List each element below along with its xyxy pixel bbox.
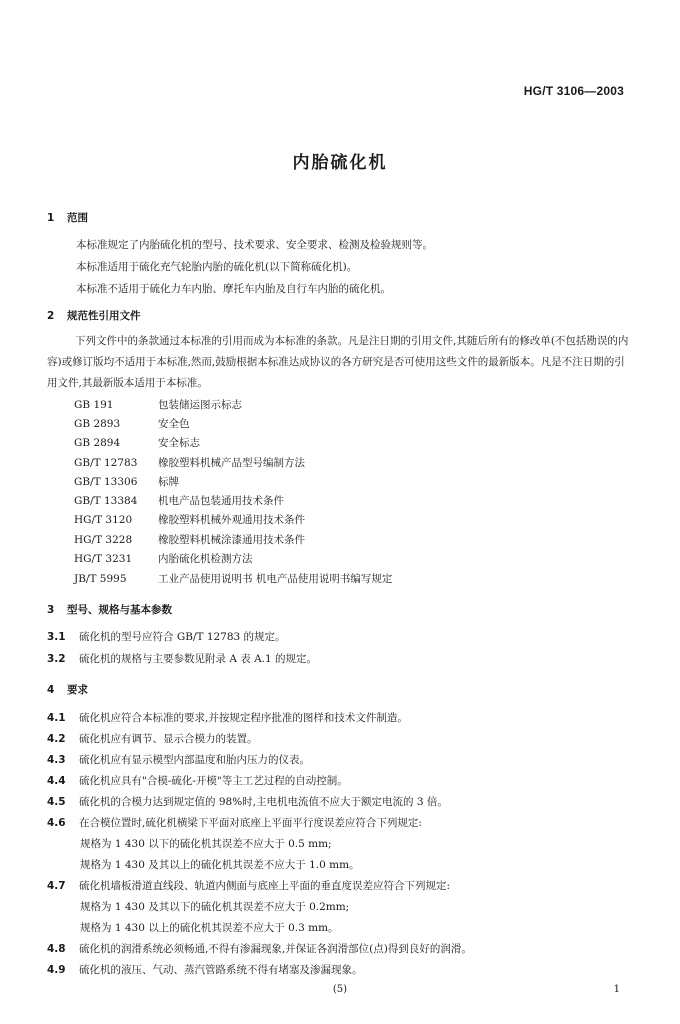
- clause: [47, 878, 450, 893]
- reference-code: HG/T 3120: [74, 514, 133, 526]
- reference-title: 安全标志: [158, 437, 200, 449]
- section-number: 4: [47, 684, 55, 696]
- reference-title: 机电产品包装通用技术条件: [158, 495, 284, 507]
- page-number: (5): [332, 984, 348, 995]
- clause-number: 4.5: [47, 796, 66, 808]
- clause-text: 硫化机应具有"合模-硫化-开模"等主工艺过程的自动控制。: [79, 775, 348, 787]
- clause-text: 硫化机的合模力达到规定值的 98%时,主电机电流值不应大于额定电流的 3 倍。: [79, 796, 448, 808]
- clause-number: 3.2: [47, 653, 66, 665]
- clause-number: 3.1: [47, 631, 66, 643]
- reference-title: 安全色: [158, 418, 190, 430]
- clause-text: 硫化机应符合本标准的要求,并按规定程序批准的图样和技术文件制造。: [79, 712, 408, 724]
- normative-references-intro: 下列文件中的条款通过本标准的引用而成为本标准的条款。凡是注日期的引用文件,其随后所有的修改单(不包括勘误的内容)或修订版均不适用于本标准,然而,鼓励根据本标准达成协议的各方研究是否可使用这些文件的最新版本。凡是不注日期的引用文件,其最新版本适用于本标准。: [47, 335, 629, 389]
- clause-sub-item: 规格为 1 430 以下的硫化机其误差不应大于 0.5 mm;: [80, 838, 332, 850]
- reference-code: HG/T 3228: [74, 534, 133, 546]
- clause-number: 4.4: [47, 775, 66, 787]
- clause-sub-item: 规格为 1 430 及其以上的硫化机其误差不应大于 1.0 mm。: [80, 859, 360, 871]
- clause-text: 硫化机的规格与主要参数见附录 A 表 A.1 的规定。: [79, 653, 318, 665]
- clause-text: 硫化机应有显示模型内部温度和胎内压力的仪表。: [79, 754, 310, 766]
- clause: [47, 651, 317, 666]
- reference-title: 橡胶塑料机械外观通用技术条件: [158, 514, 305, 526]
- reference-code: HG/T 3231: [74, 553, 133, 565]
- section-1-heading: [47, 210, 88, 225]
- clause: [47, 773, 348, 788]
- clause-number: 4.8: [47, 943, 66, 955]
- section-4-heading: [47, 682, 88, 697]
- reference-code: GB/T 13306: [74, 476, 138, 488]
- reference-item: [74, 397, 242, 412]
- reference-code: GB 191: [74, 399, 114, 411]
- section-title: 型号、规格与基本参数: [67, 604, 172, 616]
- reference-item: [74, 551, 253, 566]
- reference-item: [74, 571, 392, 586]
- clause-number: 4.9: [47, 964, 66, 976]
- clause-number: 4.2: [47, 733, 66, 745]
- clause: [47, 752, 310, 767]
- reference-code: GB 2893: [74, 418, 121, 430]
- reference-code: JB/T 5995: [74, 573, 127, 585]
- reference-item: [74, 493, 284, 508]
- reference-title: 内胎硫化机检测方法: [158, 553, 253, 565]
- clause: [47, 731, 258, 746]
- clause: [47, 629, 286, 644]
- clause-text: 硫化机的液压、气动、蒸汽管路系统不得有堵塞及渗漏现象。: [79, 964, 363, 976]
- clause: [47, 941, 472, 956]
- clause-text: 硫化机应有调节、显示合模力的装置。: [79, 733, 258, 745]
- section-number: 2: [47, 310, 55, 322]
- reference-item: [74, 435, 200, 450]
- scope-paragraph: 本标准不适用于硫化力车内胎、摩托车内胎及自行车内胎的硫化机。: [76, 283, 391, 295]
- clause-sub-item: 规格为 1 430 以上的硫化机其误差不应大于 0.3 mm。: [80, 922, 339, 934]
- document-title: 内胎硫化机: [292, 153, 388, 173]
- reference-title: 标牌: [158, 476, 179, 488]
- clause: [47, 710, 408, 725]
- clause-text: 硫化机墙板滑道直线段、轨道内侧面与底座上平面的垂直度误差应符合下列规定:: [79, 880, 451, 892]
- section-title: 规范性引用文件: [67, 310, 141, 322]
- clause-sub-item: 规格为 1 430 及其以下的硫化机其误差不应大于 0.2mm;: [80, 901, 350, 913]
- reference-code: GB/T 13384: [74, 495, 138, 507]
- reference-item: [74, 416, 190, 431]
- reference-item: [74, 455, 305, 470]
- section-3-heading: [47, 602, 172, 617]
- reference-code: GB/T 12783: [74, 457, 138, 469]
- reference-title: 橡胶塑料机械涂漆通用技术条件: [158, 534, 305, 546]
- section-number: 1: [47, 212, 55, 224]
- standard-code: HG/T 3106—2003: [523, 84, 624, 98]
- clause-text: 硫化机的润滑系统必须畅通,不得有渗漏现象,并保证各润滑部位(点)得到良好的润滑。: [79, 943, 472, 955]
- section-title: 范围: [67, 212, 88, 224]
- clause-text: 在合模位置时,硫化机横梁下平面对底座上平面平行度误差应符合下列规定:: [79, 817, 422, 829]
- clause-number: 4.1: [47, 712, 66, 724]
- scope-paragraph: 本标准适用于硫化充气轮胎内胎的硫化机(以下简称硫化机)。: [76, 261, 358, 273]
- reference-code: GB 2894: [74, 437, 121, 449]
- clause-text: 硫化机的型号应符合 GB/T 12783 的规定。: [79, 631, 286, 643]
- clause-number: 4.3: [47, 754, 66, 766]
- reference-item: [74, 532, 305, 547]
- reference-title: 包装储运图示标志: [158, 399, 242, 411]
- clause: [47, 794, 448, 809]
- reference-item: [74, 474, 179, 489]
- clause-number: 4.7: [47, 880, 66, 892]
- clause: [47, 815, 422, 830]
- reference-item: [74, 512, 305, 527]
- section-2-heading: [47, 308, 141, 323]
- section-title: 要求: [67, 684, 88, 696]
- reference-title: 橡胶塑料机械产品型号编制方法: [158, 457, 305, 469]
- reference-title: 工业产品使用说明书 机电产品使用说明书编写规定: [158, 573, 393, 585]
- page-mark: 1: [613, 984, 620, 995]
- section-number: 3: [47, 604, 55, 616]
- scope-paragraph: 本标准规定了内胎硫化机的型号、技术要求、安全要求、检测及检验规则等。: [76, 239, 433, 251]
- clause: [47, 962, 363, 977]
- clause-number: 4.6: [47, 817, 66, 829]
